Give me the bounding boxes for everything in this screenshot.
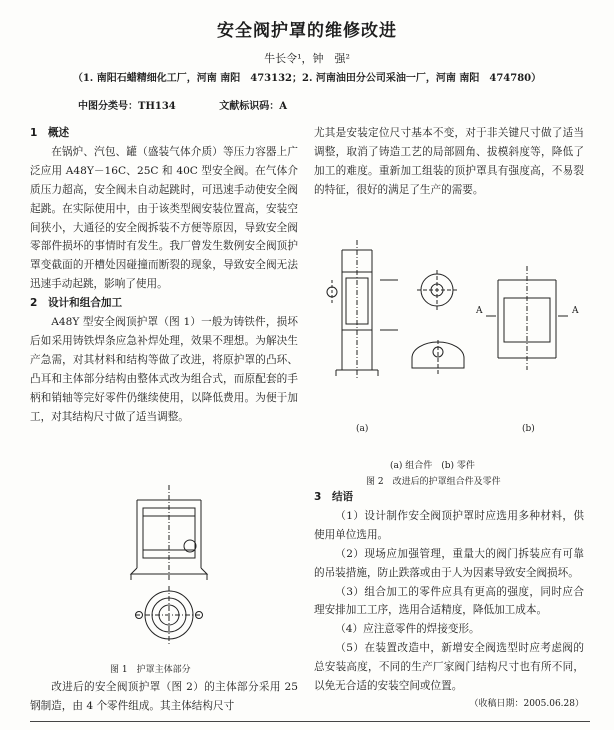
conclusion-item: （4）应注意零件的焊接变形。 xyxy=(335,623,480,636)
figure-2-subcaption: (a) 组合件 (b) 零件 xyxy=(390,461,475,471)
received-date: （收稿日期：2005.06.28） xyxy=(469,698,584,709)
section-3-heading: 3 结语 xyxy=(314,491,354,503)
conclusion-item: （5）在装置改造中，新增安全阀选型时应考虑阀的总安装高度，不同的生产厂家阀门结构尺寸也有所不同，以免无合适的安装空间或位置。 xyxy=(314,642,584,693)
section-2-heading: 2 设计和组合加工 xyxy=(30,297,123,310)
figure-2-label-a: (a) xyxy=(356,424,369,434)
classification-line xyxy=(78,97,327,112)
left-column xyxy=(30,124,298,427)
document-code: 文献标识码：A xyxy=(219,101,288,112)
figure-1-drawing xyxy=(95,480,245,655)
clc-number: 中图分类号：TH134 xyxy=(78,101,176,112)
affiliation: （1. 南阳石蜡精细化工厂，河南 南阳 473132；2. 河南油田分公司采油一厂，河南 南阳 474780） xyxy=(72,73,542,84)
section-mark-left: A xyxy=(476,306,483,316)
conclusion-item: （3）组合加工的零件应具有更高的强度，同时应合理安排加工工序，选用合适精度，降低加工成本。 xyxy=(314,585,584,617)
left-column-bottom xyxy=(30,678,298,716)
section-2-body: A48Y 型安全阀顶护罩（图 1）一般为铸铁件，损坏后如采用铸铁焊条应急补焊处理，效果不理想。为解决生产急需，对其材料和结构等做了改进，将原护罩的凸环、凸耳和主体部分结构由整体式改为组合式，而原配套的手柄和销轴等完好零件仍继续使用，以降低费用。为便于加工，对其结构尺寸做了适当调整。 xyxy=(30,316,298,423)
conclusion-item: （2）现场应加强管理，重量大的阀门拆装应有可靠的吊装措施，防止跌落或由于人为因素导致安全阀损坏。 xyxy=(314,547,584,579)
section-1-body: 在锅炉、汽包、罐（盛装气体介质）等压力容器上广泛应用 A48Y－16C、25C 和 40C 型安全阀。在气体介质压力超高，安全阀未自动起跳时，可迅速手动使安全阀起跳。在实际使用中，由于该类型阀安装位置高，安装空间狭小，大通径的安全阀拆装不方便等原因，导致安全阀零部件损坏的事情时有发生。我厂曾发生数例安全阀顶护罩变截面的开槽处因碰撞而断裂的现象，导致安全阀无法迅速手动起跳，影响了使用。 xyxy=(30,145,298,291)
authors: 牛长令¹，钟 强² xyxy=(264,52,350,65)
figure-2-label-b: (b) xyxy=(522,424,535,434)
figure-1-caption: 图 1 护罩主体部分 xyxy=(110,665,191,675)
paper-title: 安全阀护罩的维修改进 xyxy=(217,21,397,41)
right-top-paragraph: 尤其是安装定位尺寸基本不变，对于非关键尺寸做了适当调整，取消了铸造工艺的局部圆角、拔模斜度等，降低了加工的难度。重新加工组装的顶护罩具有强度高，不易裂的特征，很好的满足了生产的需要。 xyxy=(314,127,584,196)
section-1-heading: 1 概述 xyxy=(30,127,70,139)
right-column-bottom xyxy=(314,488,584,712)
conclusion-item: （1）设计制作安全阀顶护罩时应选用多种材料，供使用单位选用。 xyxy=(314,509,584,541)
right-column-top xyxy=(314,124,584,200)
left-bottom-paragraph: 改进后的安全阀顶护罩（图 2）的主体部分采用 25 钢制造，由 4 个零件组成。其主体结构尺寸 xyxy=(30,681,298,712)
footer-rule xyxy=(30,721,590,722)
figure-2-caption: 图 2 改进后的护罩组合件及零件 xyxy=(366,477,501,487)
figure-2-drawing xyxy=(320,240,580,440)
section-mark-right: A xyxy=(572,306,579,316)
